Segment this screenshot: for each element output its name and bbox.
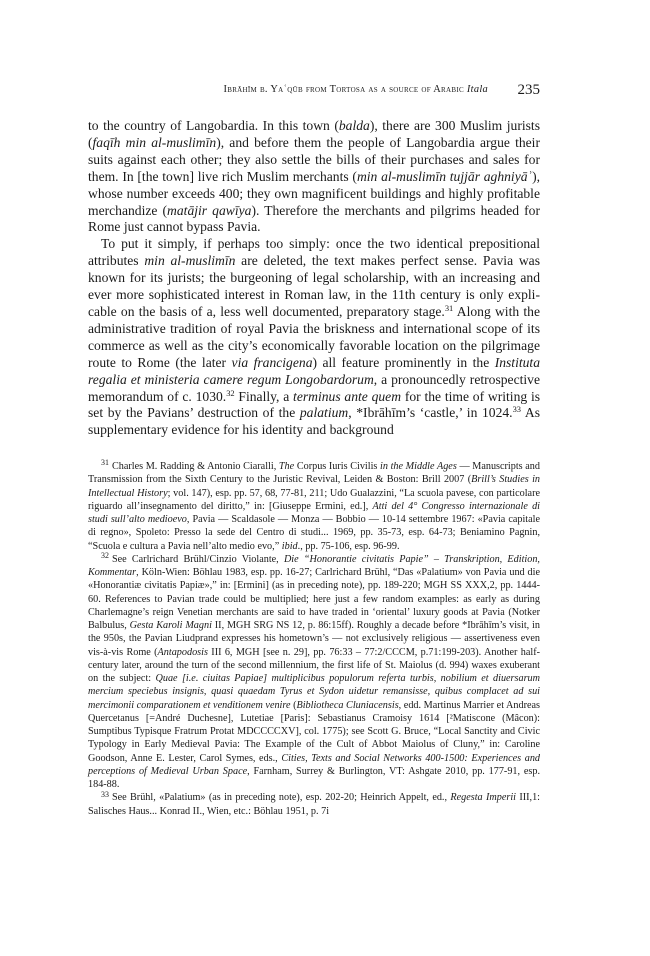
footnote-number: 32	[101, 551, 109, 561]
footnote-text: See Carlrichard Brühl/Cinzio Violante, Die “Honorantie civitatis Papie” – Transkription, Edition, Kommentar, Köln-Wien: Böhlau 1983, esp. pp. 16-27; Carlrichard Brühl, “Das «Palatium» von Pavia und die «Honorantiæ civitatis Papiæ»,” in: [Ermini] (as in preceding note), pp. 189-220; MGH SS XXX,2, pp. 1444-60. References to Pavian trade could be multiplied; here just a few random examples: as early as during Charlemagne’s reign Venetian merchants are said to have traded in ‘oriental’ luxury goods at Pavia (Notker Balbulus, Gesta Karoli Magni II, MGH SRG NS 12, p. 86:15ff). Roughly a decade before *Ibrāhīm’s visit, in the 950s, the Pavian Liudprand expresses his hometown’s — not exclusively religious — assertiveness even vis-à-vis Rome (Antapodosis III 6, MGH [see n. 29], pp. 76:33 – 77:2/CCCM, p.71:199-203). Another half-century later, around the turn of the second millennium, the first life of St. Maiolus (d. 994) waxes exuberant on the subject: Quae [i.e. ciuitas Papiae] multiplicibus populorum referta turbis, nobilium et diuersarum mercium speciebus insignis, quasi quaedam Tyrus et Sydon uidetur remansisse, quibus complacet ad sui mercimonii comparationem et venditionem venire (Bibliotheca Cluniacensis, edd. Martinus Marrier et Andreas Quercetanus [=André Duchesne], Lutetiae [Paris]: Sebastianus Cramoisy 1614 [²Matiscone (Mâcon): Sumptibus Typisque Fratrum Protat MDCCCCXV], col. 1775); see Scott G. Bruce, “Local Sanctity and Civic Typology in Early Medieval Pavia: The Example of the Cult of Abbot Maiolus of Cluny,” in: Caroline Goodson, Anne E. Lester, Carol Symes, eds., Cities, Texts and Social Networks 400-1500: Experiences and perceptions of Medieval Urban Space, Farnham, Surrey & Burlington, VT: Ashgate 2010, pp. 177-91, esp. 184-88.	[88, 553, 541, 790]
footnote-text: See Brühl, «Palatium» (as in preceding note), esp. 202-20; Heinrich Appelt, ed., Regesta Imperii III,1: Salisches Haus... Konrad II., Wien, etc.: Böhlau 1951, p. 7i	[88, 792, 540, 817]
footnotes	[88, 460, 540, 818]
main-text	[88, 118, 540, 439]
page-number: 235	[517, 82, 540, 98]
footnote-32	[88, 553, 540, 792]
footnote-text: Charles M. Radding & Antonio Ciaralli, The Corpus Iuris Civilis in the Middle Ages — Manuscripts and Transmission from the Sixth Century to the Juristic Revival, Leiden & Boston: Brill 2007 (Brill’s Studies in Intellectual History; vol. 147), esp. pp. 57, 68, 77-81, 211; Udo Gualazzini, “La scuola pavese, con particolare riguardo all’insegnamento del diritto,” in: [Giuseppe Ermini, ed.], Atti del 4° Congresso internazionale di studi sull’alto medioevo, Pavia — Scaldasole — Monza — Bobbio — 10-14 settembre 1967: «Pavia capitale di regno», Spoleto: Presso la sede del Centro di studi... 1969, pp. 35-73, esp. 64-73; Beniamino Pagnin, “Scuola e cultura a Pavia nell’alto medio evo,” ibid., pp. 75-106, esp. 96-99.	[88, 461, 540, 552]
footnote-31	[88, 460, 540, 553]
body-paragraph: to the country of Langobardia. In this town (balda), there are 300 Muslim jurists (faqīh min al-muslimīn), and before them the people of Langobardia argue their suits against each other; they also settle the bills of their purchases and sales for them. In [the town] live rich Muslim merchants (min al-muslimīn tujjār aghniyāʾ), whose number exceeds 400; they own magnificent buildings and highly profitable merchandize (matājir qawīya). Therefore the merchants and pilgrims headed for Rome just cannot bypass Pavia.	[88, 118, 540, 235]
running-head: Ibrāhīm b. Yaʿqūb from Tortosa as a source of Arabic Itala	[223, 84, 488, 95]
body-paragraph: To put it simply, if perhaps too simply: once the two identical prepositional attributes min al-muslimīn are deleted, the text makes perfect sense. Pavia was known for its jurists; the burgeoning of legal scholarship, with an increasing and ever more sophisticated interest in Roman law, in the 11th century is only explicable on the basis of a, less well documented, preparatory stage.$^{31}$ Along with the administrative tradition of royal Pavia the briskness and international scope of its commerce as well as the city’s economically favorable location on the pilgrimage route to Rome (the later via francigena) all feature prominently in the Instituta regalia et ministeria camere regum Longobardorum, a pronouncedly retrospective memorandum of c. 1030.32 Finally, a terminus ante quem for the time of writing is set by the Pavians’ destruction of the palatium, *Ibrāhīm’s ‘castle,’ in 1024.33 As supplementary evidence for his identity and background	[88, 236, 541, 438]
page-header	[88, 82, 540, 104]
footnote-number: 33	[101, 789, 109, 799]
footnote-33	[88, 791, 540, 818]
footnote-number: 31	[101, 458, 109, 468]
